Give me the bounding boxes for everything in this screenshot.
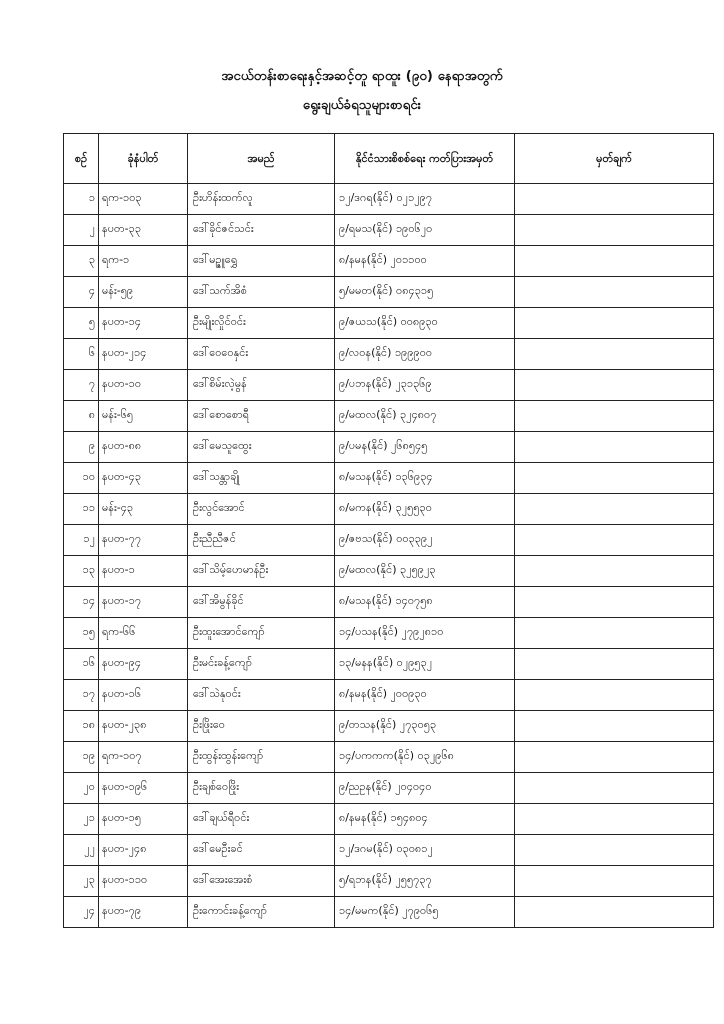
candidate-name: ဒေါ်သန္တာချို	[188, 463, 335, 494]
row-number: ၁	[64, 184, 99, 215]
candidate-name: ဒေါ်မေသူထွေး	[188, 432, 335, 463]
seat-number: နပတ-၄၃	[99, 463, 188, 494]
table-row	[64, 215, 714, 246]
remark	[515, 401, 714, 432]
remark	[515, 525, 714, 556]
candidate-name: ဦးချစ်ဝေဖြိုး	[188, 773, 335, 804]
seat-number: နပတ-၁၅	[99, 804, 188, 835]
remark	[515, 680, 714, 711]
seat-number: နပတ-၁၄	[99, 308, 188, 339]
remark	[515, 556, 714, 587]
seat-number: နပတ-၁	[99, 556, 188, 587]
row-number: ၁၁	[64, 494, 99, 525]
header-name: အမည်	[188, 134, 335, 184]
seat-number: မန်း-၄၃	[99, 494, 188, 525]
remark	[515, 184, 714, 215]
nrc-number: ၁၄/ပသန(နိုင်) ၂၇၉၂၈၁၀	[335, 618, 515, 649]
candidate-name: ဒေါ်သိမ့်ဟေမာန်ဦး	[188, 556, 335, 587]
nrc-number: ၁၂/ဒဂရ(နိုင်) ၀၂၁၂၉၇	[335, 184, 515, 215]
nrc-number: ၈/မသန(နိုင်) ၁၄၀၇၅၈	[335, 587, 515, 618]
table-row	[64, 277, 714, 308]
row-number: ၁၅	[64, 618, 99, 649]
nrc-number: ၈/နမန(နိုင်) ၂၀၀၉၃၀	[335, 680, 515, 711]
table-row	[64, 339, 714, 370]
table-row	[64, 370, 714, 401]
seat-number: ရက-၁	[99, 246, 188, 277]
remark	[515, 773, 714, 804]
table-row	[64, 711, 714, 742]
remark	[515, 463, 714, 494]
candidate-name: ဒေါ်အေးအေးစံ	[188, 866, 335, 897]
table-row	[64, 401, 714, 432]
row-number: ၅	[64, 308, 99, 339]
candidate-name: ဒေါ်စောစောရီ	[188, 401, 335, 432]
row-number: ၁၄	[64, 587, 99, 618]
nrc-number: ၉/ပမန(နိုင်) ၂၆၈၅၄၅	[335, 432, 515, 463]
nrc-number: ၉/ညဥန(နိုင်) ၂၀၄၀၄၀	[335, 773, 515, 804]
row-number: ၃	[64, 246, 99, 277]
row-number: ၆	[64, 339, 99, 370]
seat-number: နပတ-၈၈	[99, 432, 188, 463]
table-header-row	[64, 134, 714, 184]
document-title: အငယ်တန်းစာရေးနှင့်အဆင့်တူ ရာထူး (၉၀) နေရာအတွက်	[221, 69, 503, 84]
table-row	[64, 618, 714, 649]
candidate-name: ဒေါ်မေဦးခင်	[188, 835, 335, 866]
seat-number: မန်း-၆၅	[99, 401, 188, 432]
nrc-number: ၈/မသန(နိုင်) ၁၃၆၉၃၄	[335, 463, 515, 494]
table-row	[64, 184, 714, 215]
seat-number: မန်း-၅၉	[99, 277, 188, 308]
table-row	[64, 804, 714, 835]
header-nrc: နိုင်ငံသားစိစစ်ရေး ကတ်ပြားအမှတ်	[335, 134, 515, 184]
remark	[515, 587, 714, 618]
nrc-number: ၅/မမတ(နိုင်) ၀၈၄၃၁၅	[335, 277, 515, 308]
remark	[515, 246, 714, 277]
nrc-number: ၁၃/မနန(နိုင်) ၀၂၉၅၃၂	[335, 649, 515, 680]
row-number: ၂၂	[64, 835, 99, 866]
table-row	[64, 773, 714, 804]
seat-number: နပတ-၂၄၈	[99, 835, 188, 866]
candidates-table	[63, 133, 714, 928]
candidate-name: ဒေါ်အိမွန်ခိုင်	[188, 587, 335, 618]
candidate-name: ဒေါ်ချယ်ရီဝင်း	[188, 804, 335, 835]
candidate-name: ဒေါ်ဝေဝေနှင်း	[188, 339, 335, 370]
row-number: ၂၃	[64, 866, 99, 897]
remark	[515, 432, 714, 463]
nrc-number: ၅/ရဘန(နိုင်) ၂၅၅၇၃၇	[335, 866, 515, 897]
candidate-name: ဦးကောင်းခန့်ကျော်	[188, 897, 335, 928]
nrc-number: ၈/နမန(နိုင်) ၁၅၄၈၀၄	[335, 804, 515, 835]
remark	[515, 804, 714, 835]
nrc-number: ၉/မထလ(နိုင်) ၃၂၅၉၂၃	[335, 556, 515, 587]
row-number: ၇	[64, 370, 99, 401]
table-row	[64, 587, 714, 618]
candidate-name: ဦးထူးအောင်ကျော်	[188, 618, 335, 649]
seat-number: ရက-၆၆	[99, 618, 188, 649]
seat-number: ရက-၁၀၃	[99, 184, 188, 215]
candidate-name: ဦးမျိုးလှိုင်ဝင်း	[188, 308, 335, 339]
row-number: ၂၁	[64, 804, 99, 835]
seat-number: နပတ-၂၁၄	[99, 339, 188, 370]
candidate-name: ဦးဖြိုးဝေ	[188, 711, 335, 742]
remark	[515, 649, 714, 680]
seat-number: နပတ-၁၀	[99, 370, 188, 401]
candidate-name: ဦးမင်းခန့်ကျော်	[188, 649, 335, 680]
table-row	[64, 897, 714, 928]
header-no: စဉ်	[64, 134, 99, 184]
row-number: ၁၉	[64, 742, 99, 773]
seat-number: နပတ-၇၇	[99, 525, 188, 556]
table-row	[64, 525, 714, 556]
candidate-name: ဒေါ်စိမ်းလဲ့မွန်	[188, 370, 335, 401]
header-seat-number: ခုံနံပါတ်	[99, 134, 188, 184]
table-row	[64, 246, 714, 277]
row-number: ၁၃	[64, 556, 99, 587]
candidate-name: ဒေါ်သဲနုဝင်း	[188, 680, 335, 711]
remark	[515, 866, 714, 897]
candidate-name: ဒေါ်မဉ္ဇူရွှေ	[188, 246, 335, 277]
nrc-number: ၈/မကန(နိုင်) ၃၂၅၅၃၀	[335, 494, 515, 525]
row-number: ၄	[64, 277, 99, 308]
row-number: ၁၂	[64, 525, 99, 556]
candidate-name: ဒေါ်ခိုင်ဇင်သင်း	[188, 215, 335, 246]
table-body	[64, 184, 714, 928]
seat-number: နပတ-၂၃၈	[99, 711, 188, 742]
nrc-number: ၉/ဇယသ(နိုင်) ၀၀၈၉၃၀	[335, 308, 515, 339]
nrc-number: ၁၂/ဒဂမ(နိုင်) ၀၃၀၈၁၂	[335, 835, 515, 866]
remark	[515, 339, 714, 370]
seat-number: ရက-၁၀၇	[99, 742, 188, 773]
nrc-number: ၉/ပဘန(နိုင်) ၂၃၁၃၆၉	[335, 370, 515, 401]
nrc-number: ၉/ရမသ(နိုင်) ၁၉၀၆၂၀	[335, 215, 515, 246]
row-number: ၉	[64, 432, 99, 463]
table-row	[64, 494, 714, 525]
header-remark: မှတ်ချက်	[515, 134, 714, 184]
remark	[515, 897, 714, 928]
candidate-name: ဦးဟိန်းထက်လူ	[188, 184, 335, 215]
table-row	[64, 556, 714, 587]
remark	[515, 370, 714, 401]
row-number: ၁၆	[64, 649, 99, 680]
remark	[515, 835, 714, 866]
remark	[515, 742, 714, 773]
remark	[515, 618, 714, 649]
remark	[515, 215, 714, 246]
remark	[515, 711, 714, 742]
seat-number: နပတ-၉၄	[99, 649, 188, 680]
candidate-name: ဦးထွန်းထွန်းကျော်	[188, 742, 335, 773]
table-row	[64, 866, 714, 897]
remark	[515, 277, 714, 308]
nrc-number: ၉/တသန(နိုင်) ၂၇၃၀၅၃	[335, 711, 515, 742]
nrc-number: ၉/ဇဗသ(နိုင်) ၀၀၃၃၉၂	[335, 525, 515, 556]
row-number: ၂	[64, 215, 99, 246]
table-row	[64, 432, 714, 463]
row-number: ၈	[64, 401, 99, 432]
table-row	[64, 680, 714, 711]
nrc-number: ၈/နမန(နိုင်) ၂၀၁၁၀၀	[335, 246, 515, 277]
seat-number: နပတ-၇၉	[99, 897, 188, 928]
seat-number: နပတ-၁၉၆	[99, 773, 188, 804]
candidate-name: ဦးညီညီဇင်	[188, 525, 335, 556]
remark	[515, 494, 714, 525]
nrc-number: ၁၄/ပကကက(နိုင်) ၀၃၂၉၆၈	[335, 742, 515, 773]
row-number: ၁၇	[64, 680, 99, 711]
nrc-number: ၉/မထလ(နိုင်) ၃၂၄၈၀၇	[335, 401, 515, 432]
table-row	[64, 835, 714, 866]
row-number: ၁၀	[64, 463, 99, 494]
seat-number: နပတ-၁၇	[99, 587, 188, 618]
candidate-name: ဒေါ်သက်အိစံ	[188, 277, 335, 308]
table-row	[64, 649, 714, 680]
candidate-name: ဦးလွင်အောင်	[188, 494, 335, 525]
seat-number: နပတ-၁၆	[99, 680, 188, 711]
seat-number: နပတ-၁၁၀	[99, 866, 188, 897]
nrc-number: ၉/လဝန(နိုင်) ၁၉၉၉၀၀	[335, 339, 515, 370]
table-row	[64, 308, 714, 339]
remark	[515, 308, 714, 339]
row-number: ၂၀	[64, 773, 99, 804]
nrc-number: ၁၄/မမက(နိုင်) ၂၇၉၀၆၅	[335, 897, 515, 928]
table-row	[64, 463, 714, 494]
row-number: ၂၄	[64, 897, 99, 928]
table-row	[64, 742, 714, 773]
seat-number: နပတ-၃၃	[99, 215, 188, 246]
document-subtitle: ရွေးချယ်ခံရသူများစာရင်း	[302, 98, 422, 113]
row-number: ၁၈	[64, 711, 99, 742]
